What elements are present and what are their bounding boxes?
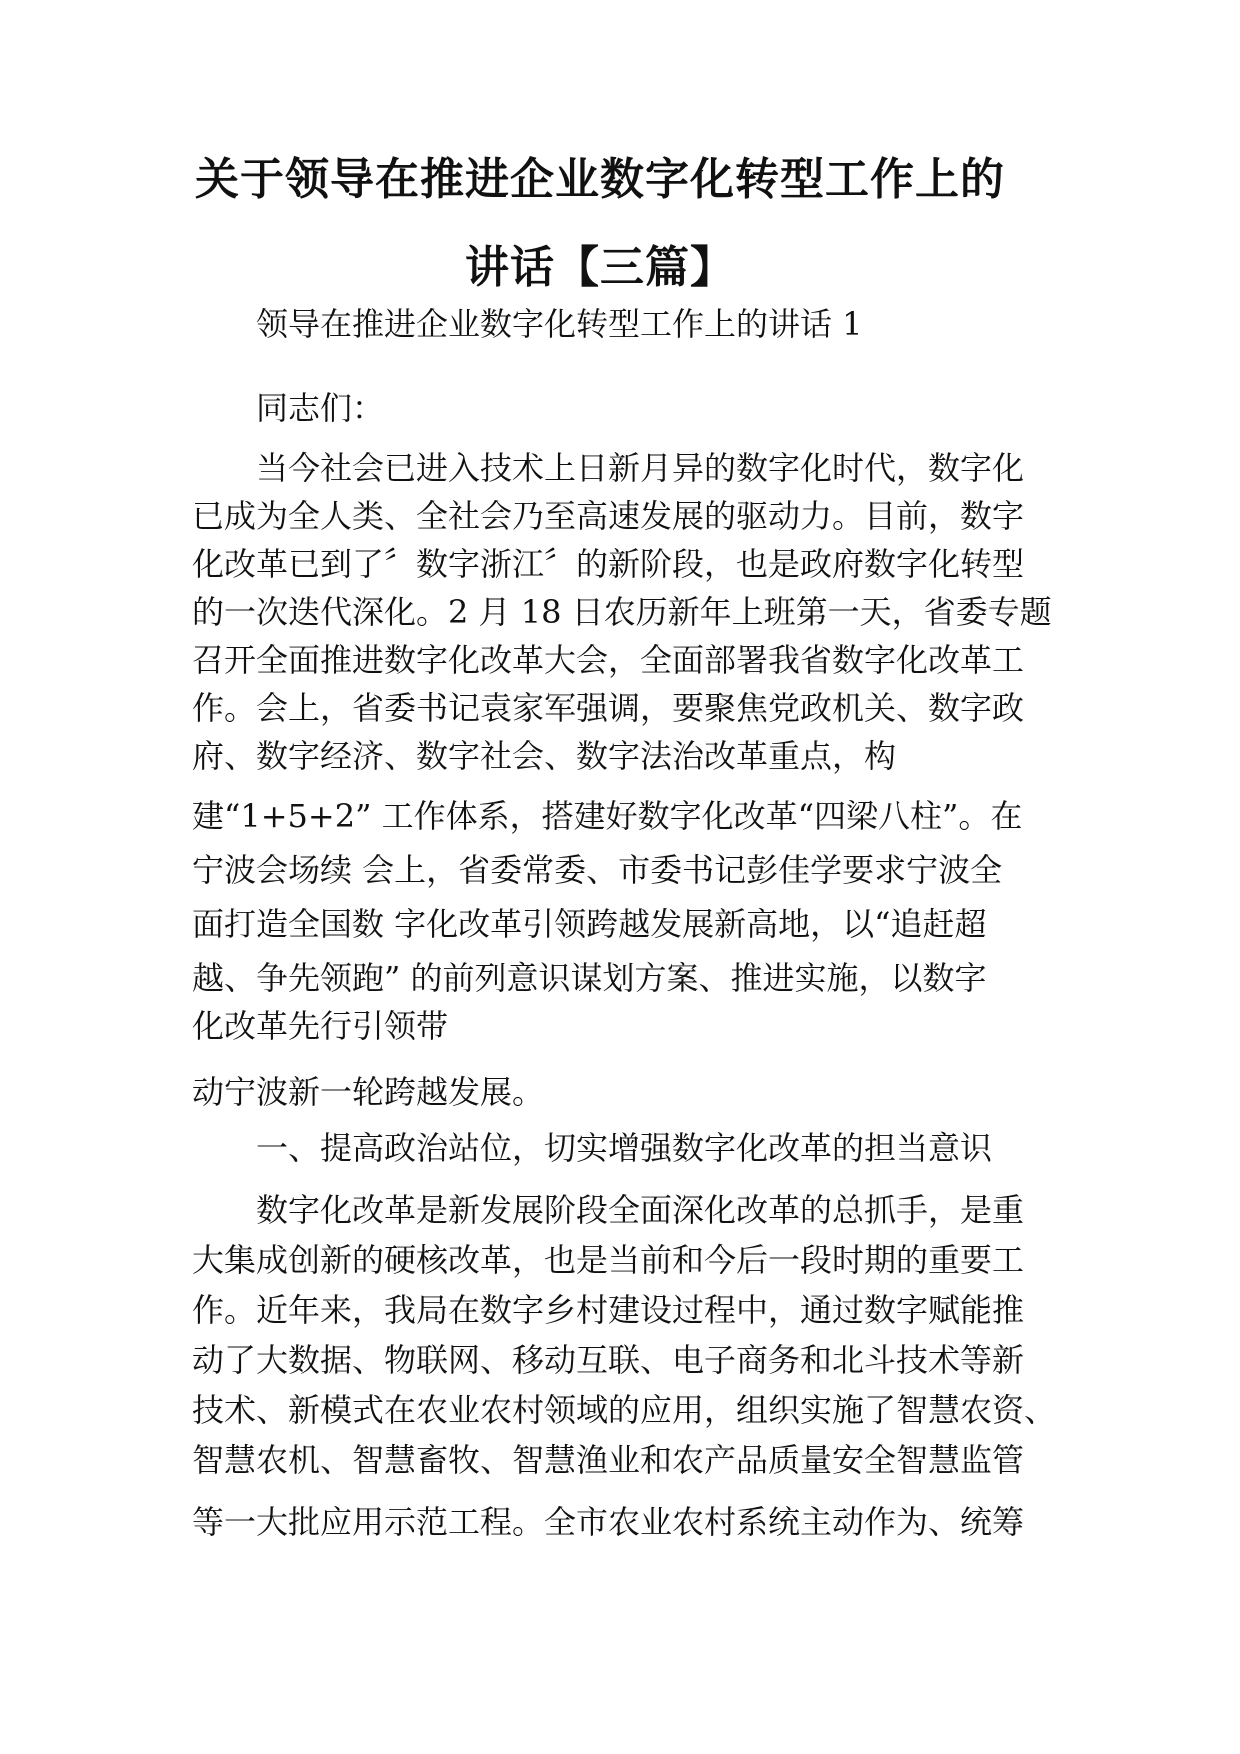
paragraph-1-line: 当今社会已进入技术上日新月异的数字化时代，数字化 <box>256 449 1025 487</box>
paragraph-1-line: 化改革先行引领带 <box>192 1007 449 1045</box>
paragraph-1-line: 的一次迭代深化。2 月 18 日农历新年上班第一天，省委专题 <box>192 593 1052 631</box>
paragraph-2-line: 技术、新模式在农业农村领域的应用，组织实施了智慧农资、 <box>192 1391 1057 1429</box>
document-title-line-2: 讲话【三篇】 <box>465 242 735 293</box>
greeting: 同志们： <box>256 389 385 427</box>
paragraph-1-line: 府、数字经济、数字社会、数字法治改革重点，构 <box>192 737 897 775</box>
paragraph-1-line: 作。会上，省委书记袁家军强调，要聚焦党政机关、数字政 <box>192 689 1025 727</box>
paragraph-1-line: 宁波会场续 会上，省委常委、市委书记彭佳学要求宁波全 <box>192 851 1003 889</box>
paragraph-1-line: 动宁波新一轮跨越发展。 <box>192 1073 545 1111</box>
paragraph-1-line: 化改革已到了〞数字浙江〞的新阶段，也是政府数字化转型 <box>192 545 1025 583</box>
subtitle: 领导在推进企业数字化转型工作上的讲话 1 <box>256 305 863 343</box>
paragraph-1-line: 召开全面推进数字化改革大会，全面部署我省数字化改革工 <box>192 641 1025 679</box>
paragraph-2-line: 智慧农机、智慧畜牧、智慧渔业和农产品质量安全智慧监管 <box>192 1441 1025 1479</box>
paragraph-2-line: 作。近年来，我局在数字乡村建设过程中，通过数字赋能推 <box>192 1291 1025 1329</box>
paragraph-1-line: 已成为全人类、全社会乃至高速发展的驱动力。目前，数字 <box>192 497 1025 535</box>
paragraph-1-line: 越、争先领跑” 的前列意识谋划方案、推进实施，以数字 <box>192 959 987 997</box>
section-heading-1: 一、提高政治站位，切实增强数字化改革的担当意识 <box>256 1129 993 1167</box>
paragraph-2-line: 动了大数据、物联网、移动互联、电子商务和北斗技术等新 <box>192 1341 1025 1379</box>
paragraph-2-line: 大集成创新的硬核改革，也是当前和今后一段时期的重要工 <box>192 1241 1025 1279</box>
paragraph-2-line: 数字化改革是新发展阶段全面深化改革的总抓手，是重 <box>256 1191 1025 1229</box>
paragraph-1-line: 面打造全国数 字化改革引领跨越发展新高地，以“追赶超 <box>192 905 987 943</box>
document-title-line-1: 关于领导在推进企业数字化转型工作上的 <box>195 154 1005 205</box>
paragraph-1-line: 建“1+5+2” 工作体系，搭建好数字化改革“四梁八柱”。在 <box>192 797 1023 835</box>
paragraph-2-line: 等一大批应用示范工程。全市农业农村系统主动作为、统筹 <box>192 1503 1025 1541</box>
